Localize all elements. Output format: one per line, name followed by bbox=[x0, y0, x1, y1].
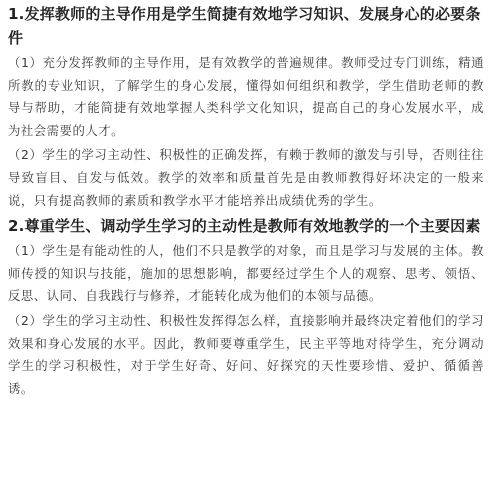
section-1-paragraph-2: （2）学生的学习主动性、积极性的正确发挥，有赖于教师的激发与引导，否则往往导致盲目、自发与低效。教学的效率和质量首先是由教师教得好坏决定的一般来说，只有提高教师的素质和教学水平才能培养出成绩优秀的学生。 bbox=[8, 147, 484, 208]
section-2-paragraph-1: （1）学生是有能动性的人，他们不只是教学的对象，而且是学习与发展的主体。教师传授的知识与技能，施加的思想影响，都要经过学生个人的观察、思考、领悟、反思、认同、自我践行与修养，才能转化成为他们的本领与品德。 bbox=[8, 243, 484, 304]
section-1-heading: 1.发挥教师的主导作用是学生简捷有效地学习知识、发展身心的必要条件 bbox=[8, 5, 481, 47]
section-2-heading: 2.尊重学生、调动学生学习的主动性是教师有效地教学的一个主要因素 bbox=[8, 217, 481, 236]
section-1-paragraph-1: （1）充分发挥教师的主导作用，是有效教学的普遍规律。教师受过专门训练，精通所教的专业知识，了解学生的身心发展，懂得如何组织和教学，学生借助老师的教导与帮助，才能简捷有效地掌握人类科学文化知识，提高自己的身心发展水平，成为社会需要的人才。 bbox=[8, 55, 484, 138]
section-2-paragraph-2: （2）学生的学习主动性、积极性发挥得怎么样，直接影响并最终决定着他们的学习效果和身心发展的水平。因此，教师要尊重学生，民主平等地对待学生，充分调动学生的学习积极性，对于学生好奇、好问、好探究的天性要珍惜、爱护、循循善诱。 bbox=[8, 312, 484, 396]
